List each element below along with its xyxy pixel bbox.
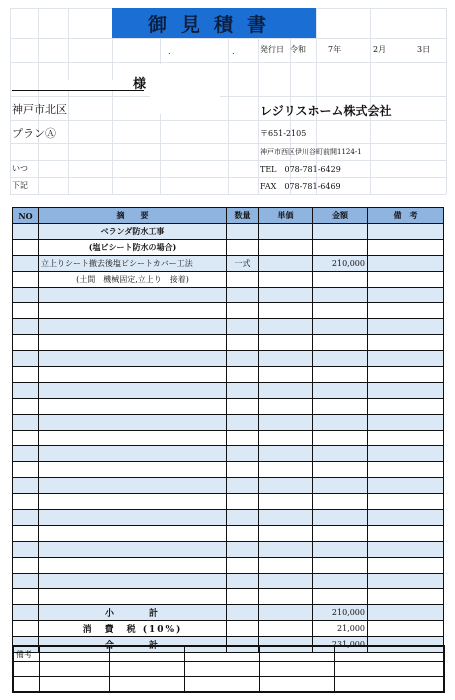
row-no <box>13 510 39 526</box>
header-description: 摘 要 <box>39 208 227 224</box>
row-description <box>39 557 227 573</box>
summary-amount: 210,000 <box>313 605 368 621</box>
row-unit-price <box>259 541 313 557</box>
table-row <box>13 573 444 589</box>
row-unit-price <box>259 382 313 398</box>
row-no <box>13 367 39 383</box>
remarks-table <box>12 645 445 693</box>
row-no <box>13 271 39 287</box>
summary-label: 消 費 税 (10%) <box>39 621 227 637</box>
row-description <box>39 541 227 557</box>
row-unit-price <box>259 478 313 494</box>
table-row <box>13 319 444 335</box>
row-description: ベランダ防水工事 <box>39 224 227 240</box>
table-row <box>13 557 444 573</box>
issue-date-era: 令和 <box>290 45 306 54</box>
row-unit-price <box>259 557 313 573</box>
table-row <box>13 382 444 398</box>
row-note <box>368 382 444 398</box>
date-separator-2: . <box>232 47 235 56</box>
company-fax: FAX 078-781-6469 <box>260 182 341 191</box>
row-note <box>368 287 444 303</box>
row-unit-price <box>259 573 313 589</box>
row-note <box>368 446 444 462</box>
table-row <box>13 224 444 240</box>
summary-label: 小 計 <box>39 605 227 621</box>
row-no <box>13 287 39 303</box>
row-no <box>13 224 39 240</box>
table-row <box>13 398 444 414</box>
summary-amount: 231,000 <box>313 637 368 653</box>
table-row <box>13 589 444 605</box>
company-tel: TEL 078-781-6429 <box>260 165 341 174</box>
row-description <box>39 414 227 430</box>
row-note <box>368 239 444 255</box>
table-row <box>13 351 444 367</box>
row-description <box>39 573 227 589</box>
row-no <box>13 446 39 462</box>
row-quantity <box>227 319 259 335</box>
row-note <box>368 589 444 605</box>
row-no <box>13 382 39 398</box>
row-no <box>13 573 39 589</box>
row-amount <box>313 351 368 367</box>
row-amount <box>313 541 368 557</box>
issue-date-month: 2月 <box>373 45 387 54</box>
row-unit-price <box>259 430 313 446</box>
row-unit-price <box>259 303 313 319</box>
row-note <box>368 303 444 319</box>
table-row <box>13 478 444 494</box>
row-description <box>39 382 227 398</box>
row-description <box>39 589 227 605</box>
row-label-below: 下記 <box>12 181 28 190</box>
row-note <box>368 557 444 573</box>
row-label-when: いつ <box>12 164 28 173</box>
row-amount <box>313 271 368 287</box>
row-amount <box>313 224 368 240</box>
row-unit-price <box>259 319 313 335</box>
table-row <box>13 287 444 303</box>
table-row <box>13 271 444 287</box>
row-no <box>13 478 39 494</box>
row-description <box>39 319 227 335</box>
row-note <box>368 462 444 478</box>
row-quantity <box>227 462 259 478</box>
row-quantity <box>227 398 259 414</box>
row-amount <box>313 478 368 494</box>
row-amount <box>313 303 368 319</box>
row-quantity <box>227 367 259 383</box>
table-row <box>13 239 444 255</box>
remarks-label: 備考 <box>13 646 39 662</box>
row-amount <box>313 414 368 430</box>
row-amount <box>313 398 368 414</box>
table-row <box>13 494 444 510</box>
date-separator-1: . <box>168 47 171 56</box>
row-description <box>39 287 227 303</box>
table-row <box>13 335 444 351</box>
row-quantity <box>227 510 259 526</box>
table-row <box>13 510 444 526</box>
row-quantity <box>227 287 259 303</box>
row-description: (塩ビシート防水の場合) <box>39 239 227 255</box>
table-header-row <box>13 208 444 224</box>
row-quantity <box>227 239 259 255</box>
row-quantity <box>227 557 259 573</box>
row-quantity <box>227 541 259 557</box>
row-amount <box>313 430 368 446</box>
company-name: レジリスホーム株式会社 <box>260 104 392 118</box>
row-note <box>368 573 444 589</box>
row-note <box>368 351 444 367</box>
header-unit-price: 単価 <box>259 208 313 224</box>
row-quantity <box>227 573 259 589</box>
row-quantity <box>227 589 259 605</box>
row-amount <box>313 382 368 398</box>
row-note <box>368 478 444 494</box>
row-no <box>13 541 39 557</box>
row-no <box>13 430 39 446</box>
row-no <box>13 525 39 541</box>
row-unit-price <box>259 510 313 526</box>
company-postal: 〒651-2105 <box>260 129 307 138</box>
row-amount <box>313 462 368 478</box>
row-description <box>39 335 227 351</box>
row-note <box>368 319 444 335</box>
issue-date-day: 3日 <box>417 45 431 54</box>
row-no <box>13 414 39 430</box>
row-amount <box>313 367 368 383</box>
header-note: 備 考 <box>368 208 444 224</box>
row-note <box>368 525 444 541</box>
row-amount <box>313 573 368 589</box>
row-no <box>13 239 39 255</box>
header-quantity: 数量 <box>227 208 259 224</box>
row-amount <box>313 287 368 303</box>
summary-row <box>13 621 444 637</box>
row-quantity: 一式 <box>227 255 259 271</box>
row-description <box>39 462 227 478</box>
row-quantity <box>227 478 259 494</box>
row-amount <box>313 525 368 541</box>
row-quantity <box>227 224 259 240</box>
row-quantity <box>227 430 259 446</box>
row-description <box>39 478 227 494</box>
summary-label: 合 計 <box>39 637 227 653</box>
issue-date-year: 7年 <box>328 45 342 54</box>
row-no <box>13 398 39 414</box>
row-note <box>368 541 444 557</box>
row-note <box>368 255 444 271</box>
row-description <box>39 351 227 367</box>
row-note <box>368 367 444 383</box>
row-description <box>39 398 227 414</box>
row-note <box>368 398 444 414</box>
document-title: 御見積書 <box>112 8 316 38</box>
estimate-table <box>12 207 444 653</box>
row-amount <box>313 446 368 462</box>
row-no <box>13 319 39 335</box>
row-unit-price <box>259 589 313 605</box>
row-quantity <box>227 271 259 287</box>
company-address: 神戸市西区伊川谷町前開1124-1 <box>260 148 362 156</box>
table-row <box>13 541 444 557</box>
blank-mask <box>150 64 220 114</box>
row-unit-price <box>259 239 313 255</box>
row-unit-price <box>259 494 313 510</box>
row-note <box>368 335 444 351</box>
row-note <box>368 224 444 240</box>
row-no <box>13 557 39 573</box>
row-quantity <box>227 446 259 462</box>
row-description <box>39 430 227 446</box>
row-unit-price <box>259 351 313 367</box>
table-row <box>13 525 444 541</box>
row-quantity <box>227 494 259 510</box>
table-row <box>13 255 444 271</box>
row-unit-price <box>259 287 313 303</box>
row-unit-price <box>259 398 313 414</box>
table-row <box>13 367 444 383</box>
row-no <box>13 255 39 271</box>
row-quantity <box>227 382 259 398</box>
table-row <box>13 414 444 430</box>
table-row <box>13 462 444 478</box>
issue-date-label: 発行日 <box>260 45 284 54</box>
row-description <box>39 303 227 319</box>
row-amount <box>313 494 368 510</box>
row-unit-price <box>259 414 313 430</box>
row-unit-price <box>259 271 313 287</box>
row-no <box>13 351 39 367</box>
row-description <box>39 494 227 510</box>
row-no <box>13 335 39 351</box>
row-quantity <box>227 525 259 541</box>
row-description: (土間 機械固定,立上り 接着) <box>39 271 227 287</box>
row-amount <box>313 510 368 526</box>
row-quantity <box>227 414 259 430</box>
row-unit-price <box>259 224 313 240</box>
row-quantity <box>227 351 259 367</box>
row-unit-price <box>259 525 313 541</box>
row-unit-price <box>259 255 313 271</box>
row-note <box>368 271 444 287</box>
recipient-name-redaction <box>52 80 122 90</box>
row-no <box>13 589 39 605</box>
plan-label: プランⒶ <box>12 127 56 140</box>
row-description <box>39 446 227 462</box>
summary-row <box>13 605 444 621</box>
row-quantity <box>227 303 259 319</box>
row-amount <box>313 589 368 605</box>
row-note <box>368 430 444 446</box>
row-description: 立上りシート撤去後塩ビシートカバー工法 <box>39 255 227 271</box>
row-amount <box>313 319 368 335</box>
row-no <box>13 462 39 478</box>
row-note <box>368 494 444 510</box>
header-amount: 金額 <box>313 208 368 224</box>
row-unit-price <box>259 462 313 478</box>
row-no <box>13 303 39 319</box>
recipient-address: 神戸市北区 <box>12 103 67 116</box>
table-row <box>13 446 444 462</box>
row-no <box>13 494 39 510</box>
row-description <box>39 367 227 383</box>
table-row <box>13 430 444 446</box>
row-note <box>368 414 444 430</box>
row-unit-price <box>259 367 313 383</box>
table-row <box>13 303 444 319</box>
summary-amount: 21,000 <box>313 621 368 637</box>
row-unit-price <box>259 335 313 351</box>
row-amount <box>313 335 368 351</box>
row-amount <box>313 557 368 573</box>
row-amount <box>313 239 368 255</box>
header-no: NO <box>13 208 39 224</box>
row-note <box>368 510 444 526</box>
row-description <box>39 525 227 541</box>
row-amount: 210,000 <box>313 255 368 271</box>
recipient-honorific: 様 <box>132 77 146 92</box>
row-description <box>39 510 227 526</box>
row-unit-price <box>259 446 313 462</box>
row-quantity <box>227 335 259 351</box>
